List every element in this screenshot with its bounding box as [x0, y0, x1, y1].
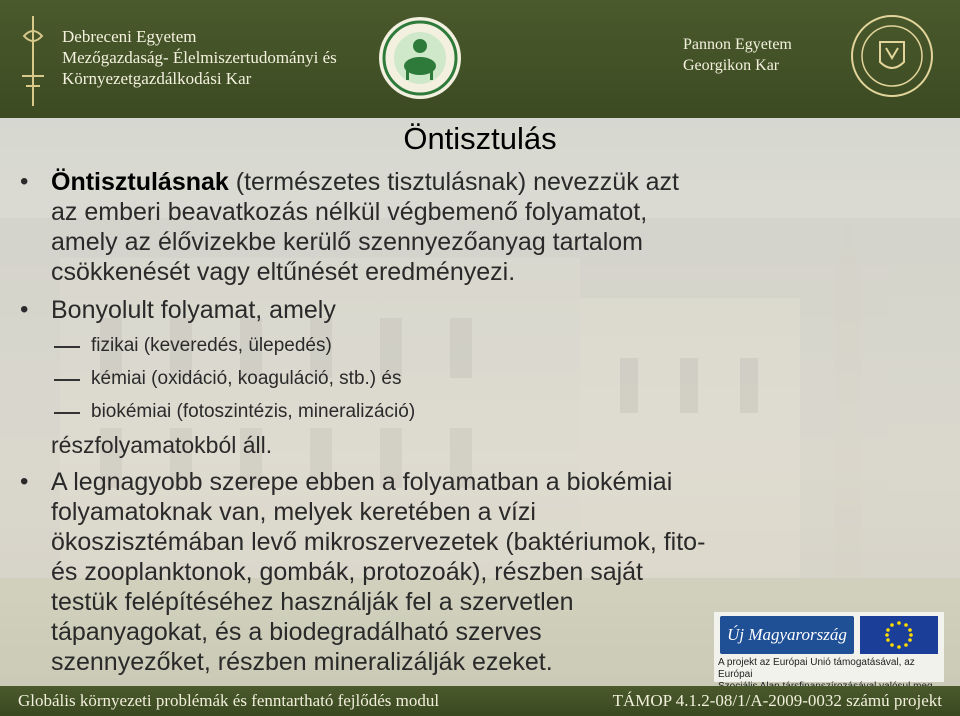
paragraph-3-line-7: szennyezőket, részben mineralizálják ezeket.: [51, 648, 553, 676]
university-name-left: [62, 26, 337, 89]
header-left-line-1: Debreceni Egyetem: [62, 27, 197, 46]
header-left-line-3: Környezetgazdálkodási Kar: [62, 69, 252, 88]
header-right-line-2: Georgikon Kar: [683, 57, 780, 74]
paragraph-1-rest: (természetes tisztulásnak) nevezzük azt: [235, 168, 680, 196]
paragraph-1-line-1: [51, 167, 679, 197]
slide-body: [0, 118, 960, 686]
slide-content: [0, 118, 960, 686]
project-code: TÁMOP 4.1.2-08/1/A-2009-0032 számú projekt: [612, 691, 942, 710]
paragraph-3-line-6: tápanyagokat, és a biodegradálható szerves: [51, 618, 542, 646]
paragraph-3-line-5: testük felépítéséhez használják fel a szervetlen: [51, 588, 574, 616]
bullet-dot-3: •: [20, 468, 29, 495]
paragraph-3-line-2: folyamatoknak van, melyek keretében a vízi: [51, 498, 536, 526]
header-right-line-1: Pannon Egyetem: [683, 36, 792, 53]
subitem-2: kémiai (oxidáció, koaguláció, stb.) és: [91, 368, 402, 389]
eu-flag-icon: [860, 616, 938, 654]
paragraph-3-line-4: és zooplanktonok, gombák, protozoák), részben saját: [51, 558, 644, 586]
bullet-dot-1: •: [20, 168, 29, 195]
paragraph-1-line-2: az emberi beavatkozás nélkül végbemenő folyamatot,: [51, 198, 648, 226]
subitem-3: biokémiai (fotoszintézis, mineralizáció): [91, 401, 416, 422]
uj-magyarorszag-logo: Új Magyarország: [720, 616, 854, 654]
subitem-1: fizikai (keveredés, ülepedés): [91, 335, 332, 356]
funding-note-line-1: A projekt az Európai Unió támogatásával, az Európai: [718, 657, 915, 680]
slide-title: Öntisztulás: [403, 121, 557, 156]
header-left-line-2: Mezőgazdaság- Élelmiszertudományi és: [62, 48, 337, 67]
paragraph-2-end: részfolyamatokból áll.: [51, 432, 273, 458]
pannon-university-seal-icon: [850, 14, 934, 98]
faculty-seal-icon: [378, 16, 462, 100]
paragraph-1-term: Öntisztulásnak: [51, 168, 229, 196]
module-name: Globális környezeti problémák és fenntartható fejlődés modul: [18, 691, 440, 710]
paragraph-3-line-3: ökoszisztémában levő mikroszervezetek (baktériumok, fito-: [51, 528, 706, 556]
university-crest-icon: [18, 16, 48, 106]
dash-icon: [54, 346, 80, 348]
dash-icon: [54, 412, 80, 414]
paragraph-1-line-4: csökkenését vagy eltűnését eredményezi.: [51, 258, 516, 286]
dash-icon: [54, 379, 80, 381]
university-name-right: [683, 34, 792, 76]
bullet-dot-2: •: [20, 296, 29, 323]
funding-badge: [714, 612, 944, 682]
paragraph-3-line-1: A legnagyobb szerepe ebben a folyamatban a biokémiai: [51, 468, 673, 496]
footer-bar: [0, 686, 960, 716]
header-banner: [0, 0, 960, 118]
paragraph-1-line-3: amely az élővizekbe kerülő szennyezőanyag tartalom: [51, 228, 643, 256]
paragraph-2-line-1: Bonyolult folyamat, amely: [51, 296, 336, 324]
